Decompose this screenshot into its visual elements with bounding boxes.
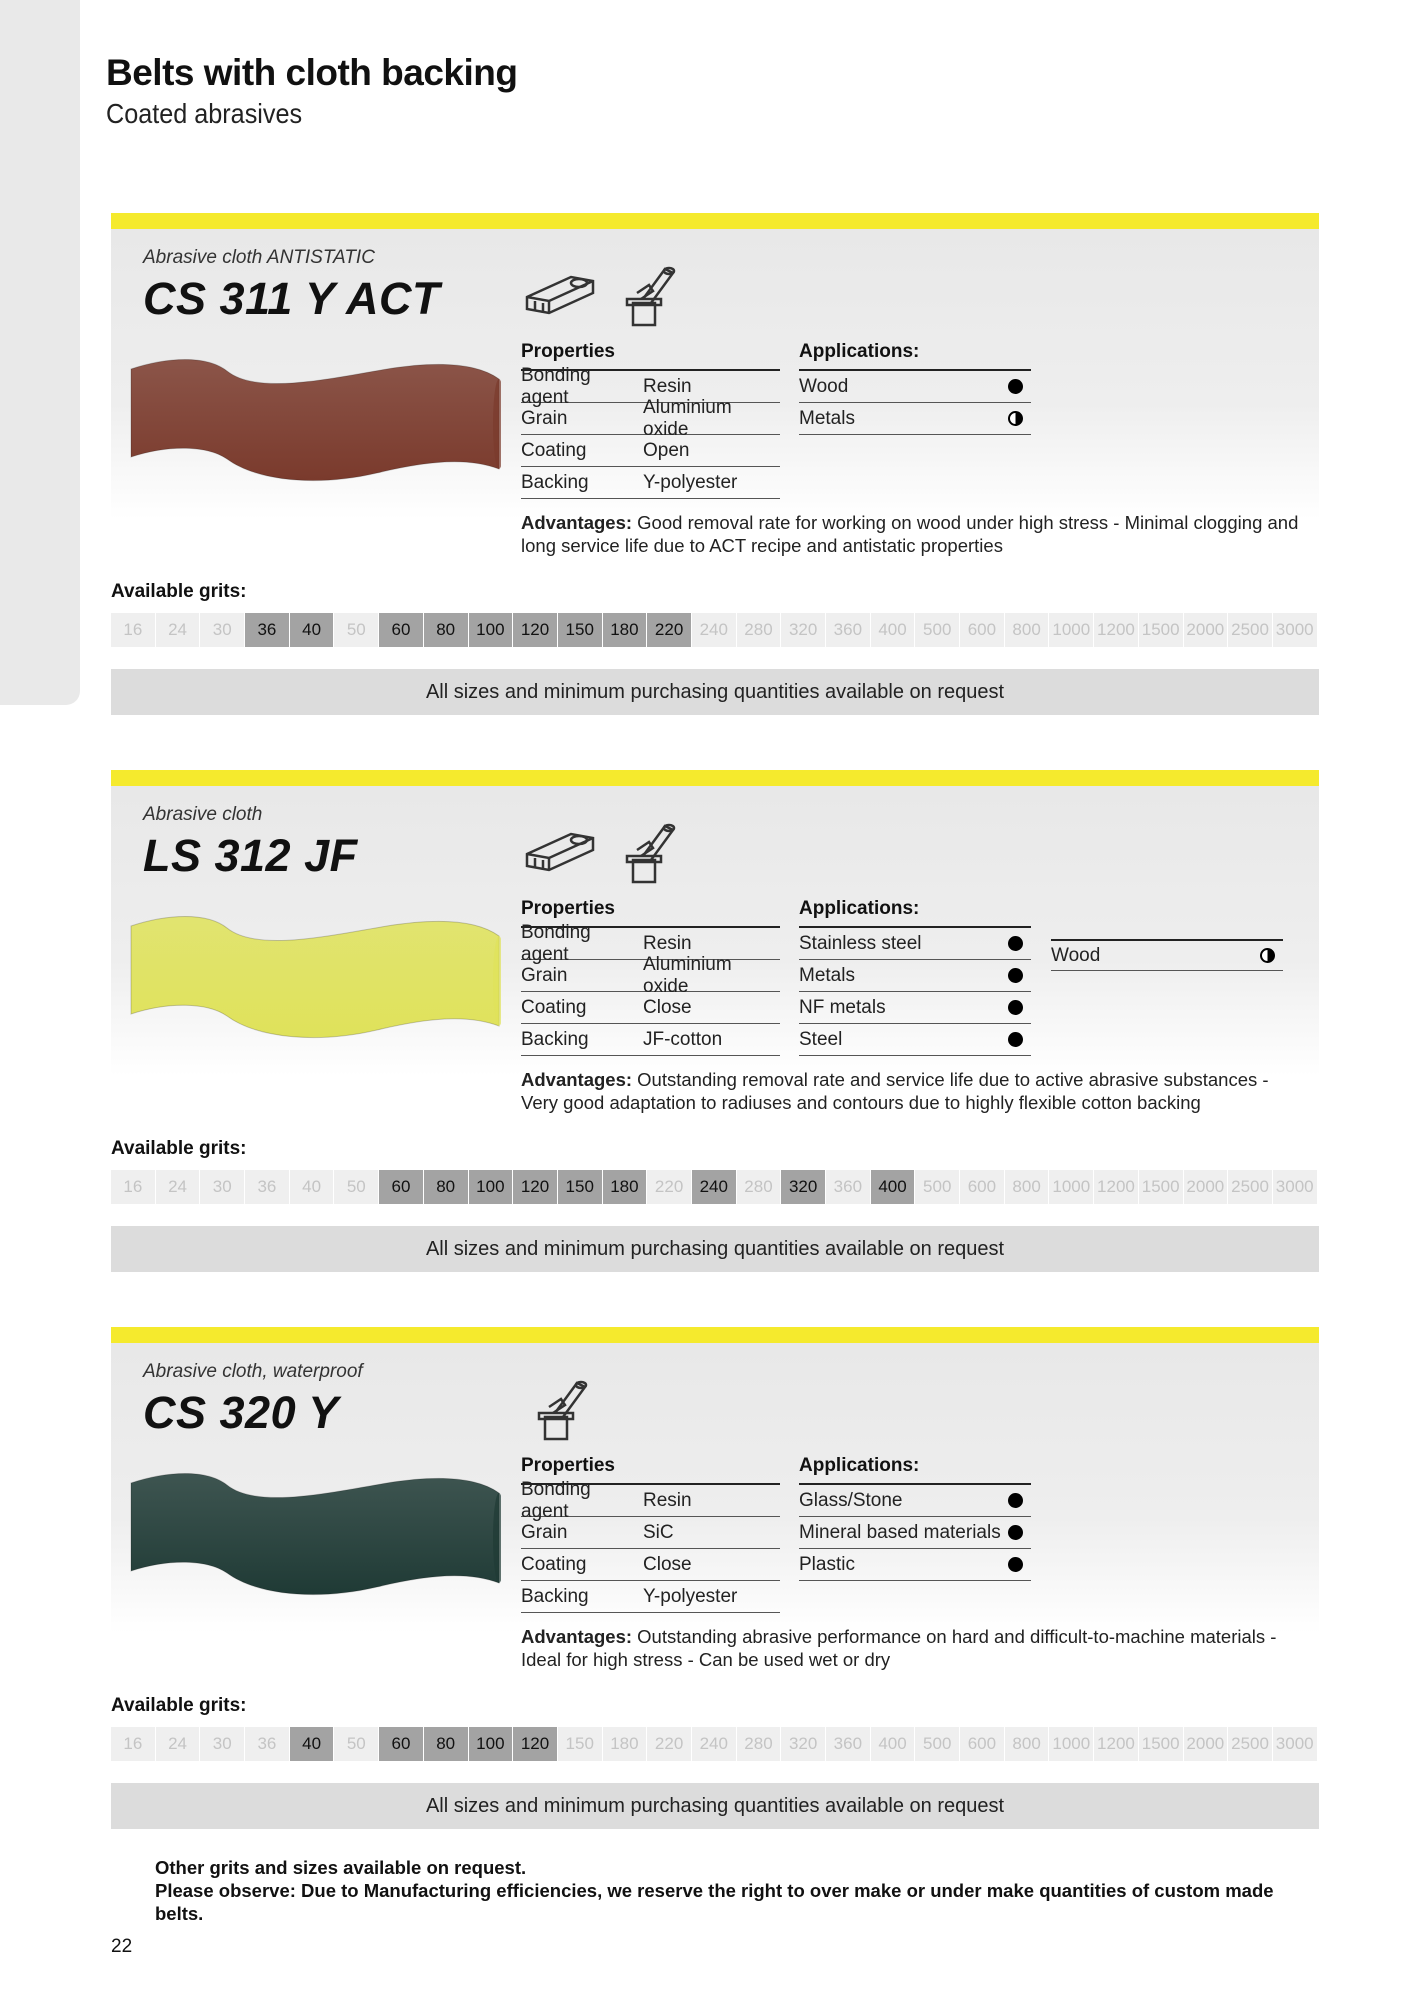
grit-cell: 40	[290, 1170, 335, 1204]
product-type: Abrasive cloth ANTISTATIC	[143, 247, 375, 268]
property-row	[521, 435, 780, 467]
advantages-text	[521, 1068, 1301, 1114]
sizes-note: All sizes and minimum purchasing quantities available on request	[111, 1226, 1319, 1272]
grit-cell: 150	[558, 613, 603, 647]
full-circle-icon	[1008, 1000, 1023, 1015]
stationary-grinder-icon	[609, 820, 687, 886]
grit-cell: 1500	[1139, 1727, 1184, 1761]
grit-cell: 100	[469, 613, 514, 647]
grit-cell: 240	[692, 1170, 737, 1204]
available-grits-label: Available grits:	[111, 581, 247, 602]
advantages-label: Advantages:	[521, 1626, 638, 1647]
applications-heading: Applications:	[799, 341, 1031, 371]
belt-image	[127, 349, 501, 489]
grit-cell: 360	[826, 1727, 871, 1761]
grit-cell: 16	[111, 1727, 156, 1761]
grit-cell: 220	[647, 1170, 692, 1204]
properties-table	[521, 898, 780, 1056]
grit-cell: 30	[200, 1170, 245, 1204]
property-row	[521, 1024, 780, 1056]
product-section	[111, 770, 1319, 1076]
grit-cell: 30	[200, 1727, 245, 1761]
applications-table	[799, 898, 1031, 1056]
grit-cell: 240	[692, 1727, 737, 1761]
sizes-note: All sizes and minimum purchasing quantities available on request	[111, 1783, 1319, 1829]
grit-cell: 50	[334, 613, 379, 647]
belt-sander-icon	[521, 820, 599, 886]
property-value: Aluminium oxide	[643, 953, 732, 997]
grit-cell: 1000	[1049, 1727, 1094, 1761]
application-row	[799, 992, 1031, 1024]
application-row	[799, 1517, 1031, 1549]
grit-cell: 3000	[1273, 1727, 1318, 1761]
grit-cell: 600	[960, 1727, 1005, 1761]
application-name: Wood	[1051, 944, 1101, 966]
grit-cell: 800	[1005, 1727, 1050, 1761]
property-key: Coating	[521, 439, 587, 461]
grit-cell: 320	[781, 613, 826, 647]
application-name: NF metals	[799, 996, 886, 1018]
grit-cell: 50	[334, 1170, 379, 1204]
page-subtitle: Coated abrasives	[106, 98, 303, 129]
application-name: Stainless steel	[799, 932, 922, 954]
grit-cell: 2500	[1228, 1170, 1273, 1204]
grit-cell: 320	[781, 1727, 826, 1761]
tool-icons	[521, 263, 687, 329]
property-row	[521, 396, 780, 440]
grit-cell: 2000	[1184, 613, 1229, 647]
property-key: Bonding agent	[521, 364, 591, 408]
properties-table	[521, 1455, 780, 1613]
grit-cell: 3000	[1273, 613, 1318, 647]
property-value: Resin	[643, 375, 692, 397]
available-grits-label: Available grits:	[111, 1138, 247, 1159]
property-value: JF-cotton	[643, 1028, 723, 1050]
property-key: Backing	[521, 1585, 589, 1607]
grit-cell: 500	[915, 1170, 960, 1204]
full-circle-icon	[1008, 379, 1023, 394]
grit-cell: 400	[871, 1170, 916, 1204]
grit-cell: 150	[558, 1170, 603, 1204]
grit-cell: 220	[647, 1727, 692, 1761]
grit-cell: 40	[290, 1727, 335, 1761]
grit-cell: 100	[469, 1727, 514, 1761]
belt-image	[127, 906, 501, 1046]
sizes-note: All sizes and minimum purchasing quantities available on request	[111, 669, 1319, 715]
grit-cell: 1500	[1139, 613, 1184, 647]
footnote-line-2: Please observe: Due to Manufacturing efficiencies, we reserve the right to over make or under make quantities of custom made belts.	[155, 1880, 1274, 1924]
advantages-text	[521, 1625, 1301, 1671]
product-section	[111, 1327, 1319, 1633]
grit-cell: 220	[647, 613, 692, 647]
advantages-body: Outstanding removal rate and service life due to active abrasive substances - Very good adaptation to radiuses and contours due to highly flexible cotton backing	[521, 1069, 1269, 1113]
properties-heading: Properties	[521, 341, 780, 371]
product-type: Abrasive cloth, waterproof	[143, 1361, 363, 1382]
application-name: Wood	[799, 375, 849, 397]
grit-cell: 500	[915, 613, 960, 647]
advantages-body: Good removal rate for working on wood under high stress - Minimal clogging and long service life due to ACT recipe and antistatic properties	[521, 512, 1299, 556]
product-name: CS 320 Y	[143, 1387, 339, 1438]
property-value: Resin	[643, 1489, 692, 1511]
side-tab	[0, 0, 80, 705]
grit-cell: 280	[737, 613, 782, 647]
property-value: Close	[643, 1553, 692, 1575]
property-value: Open	[643, 439, 690, 461]
grits-row	[111, 1170, 1319, 1204]
grit-cell: 280	[737, 1727, 782, 1761]
grit-cell: 2000	[1184, 1727, 1229, 1761]
accent-bar	[111, 1327, 1319, 1343]
property-row	[521, 1549, 780, 1581]
grit-cell: 600	[960, 613, 1005, 647]
property-value: Resin	[643, 932, 692, 954]
accent-bar	[111, 213, 1319, 229]
property-value: Aluminium oxide	[643, 396, 732, 440]
grit-cell: 36	[245, 1727, 290, 1761]
grit-cell: 120	[513, 1727, 558, 1761]
grit-cell: 24	[156, 613, 201, 647]
product-name: CS 311 Y ACT	[143, 273, 440, 324]
grit-cell: 180	[603, 1170, 648, 1204]
applications-table	[799, 341, 1031, 435]
footnote	[155, 1856, 1285, 1925]
grit-cell: 280	[737, 1170, 782, 1204]
applications-heading: Applications:	[799, 1455, 1031, 1485]
grit-cell: 24	[156, 1170, 201, 1204]
grit-cell: 600	[960, 1170, 1005, 1204]
grit-cell: 320	[781, 1170, 826, 1204]
grit-cell: 50	[334, 1727, 379, 1761]
grit-cell: 1000	[1049, 1170, 1094, 1204]
grit-cell: 400	[871, 1727, 916, 1761]
grit-cell: 1500	[1139, 1170, 1184, 1204]
application-name: Steel	[799, 1028, 843, 1050]
property-value: Close	[643, 996, 692, 1018]
properties-table	[521, 341, 780, 499]
grit-cell: 1000	[1049, 613, 1094, 647]
grit-cell: 16	[111, 1170, 156, 1204]
grit-cell: 360	[826, 1170, 871, 1204]
property-key: Coating	[521, 996, 587, 1018]
property-row	[521, 1517, 780, 1549]
grit-cell: 60	[379, 1727, 424, 1761]
advantages-label: Advantages:	[521, 512, 638, 533]
grit-cell: 60	[379, 613, 424, 647]
application-row	[799, 403, 1031, 435]
full-circle-icon	[1008, 1557, 1023, 1572]
grit-cell: 800	[1005, 1170, 1050, 1204]
grit-cell: 2000	[1184, 1170, 1229, 1204]
grit-cell: 16	[111, 613, 156, 647]
tool-icons	[521, 820, 687, 886]
grit-cell: 36	[245, 1170, 290, 1204]
grit-cell: 120	[513, 1170, 558, 1204]
stationary-grinder-icon	[521, 1377, 599, 1443]
grit-cell: 180	[603, 613, 648, 647]
advantages-text	[521, 511, 1301, 557]
grit-cell: 240	[692, 613, 737, 647]
grit-cell: 1200	[1094, 613, 1139, 647]
accent-bar	[111, 770, 1319, 786]
grit-cell: 100	[469, 1170, 514, 1204]
available-grits-label: Available grits:	[111, 1695, 247, 1716]
grit-cell: 800	[1005, 613, 1050, 647]
applications-table	[799, 1455, 1031, 1581]
belt-sander-icon	[521, 263, 599, 329]
grit-cell: 400	[871, 613, 916, 647]
property-row	[521, 992, 780, 1024]
application-row	[1051, 939, 1283, 971]
product-type: Abrasive cloth	[143, 804, 263, 825]
property-key: Grain	[521, 407, 568, 429]
grit-cell: 30	[200, 613, 245, 647]
application-row	[799, 1024, 1031, 1056]
grit-cell: 24	[156, 1727, 201, 1761]
full-circle-icon	[1008, 1525, 1023, 1540]
application-row	[799, 960, 1031, 992]
stationary-grinder-icon	[609, 263, 687, 329]
product-panel	[111, 1343, 1319, 1633]
properties-heading: Properties	[521, 1455, 780, 1485]
full-circle-icon	[1008, 1032, 1023, 1047]
product-panel	[111, 229, 1319, 519]
page-title: Belts with cloth backing	[106, 52, 518, 93]
grit-cell: 80	[424, 1170, 469, 1204]
tool-icons	[521, 1377, 599, 1443]
grit-cell: 120	[513, 613, 558, 647]
page-number: 22	[111, 1936, 133, 1957]
property-value: Y-polyester	[643, 471, 738, 493]
property-key: Grain	[521, 1521, 568, 1543]
property-key: Backing	[521, 471, 589, 493]
grit-cell: 500	[915, 1727, 960, 1761]
property-row	[521, 1478, 780, 1522]
half-circle-icon	[1008, 411, 1023, 426]
grit-cell: 2500	[1228, 613, 1273, 647]
application-name: Glass/Stone	[799, 1489, 903, 1511]
full-circle-icon	[1008, 1493, 1023, 1508]
advantages-body: Outstanding abrasive performance on hard and difficult-to-machine materials - Ideal for high stress - Can be used wet or dry	[521, 1626, 1277, 1670]
property-value: SiC	[643, 1521, 674, 1543]
belt-image	[127, 1463, 501, 1603]
application-row	[799, 1485, 1031, 1517]
full-circle-icon	[1008, 936, 1023, 951]
property-key: Bonding agent	[521, 1478, 591, 1522]
grit-cell: 180	[603, 1727, 648, 1761]
application-name: Metals	[799, 964, 855, 986]
property-row	[521, 1581, 780, 1613]
grits-row	[111, 613, 1319, 647]
product-section	[111, 213, 1319, 519]
applications-table-extra	[1051, 939, 1283, 971]
property-row	[521, 953, 780, 997]
application-row	[799, 371, 1031, 403]
application-name: Plastic	[799, 1553, 855, 1575]
grit-cell: 150	[558, 1727, 603, 1761]
full-circle-icon	[1008, 968, 1023, 983]
application-name: Mineral based materials	[799, 1521, 1001, 1543]
grit-cell: 3000	[1273, 1170, 1318, 1204]
grit-cell: 2500	[1228, 1727, 1273, 1761]
property-key: Grain	[521, 964, 568, 986]
advantages-label: Advantages:	[521, 1069, 638, 1090]
footnote-line-1: Other grits and sizes available on request.	[155, 1857, 527, 1878]
grit-cell: 40	[290, 613, 335, 647]
half-circle-icon	[1260, 948, 1275, 963]
properties-heading: Properties	[521, 898, 780, 928]
application-row	[799, 928, 1031, 960]
application-row	[799, 1549, 1031, 1581]
property-key: Bonding agent	[521, 921, 591, 965]
property-key: Coating	[521, 1553, 587, 1575]
product-name: LS 312 JF	[143, 830, 358, 881]
grit-cell: 60	[379, 1170, 424, 1204]
application-name: Metals	[799, 407, 855, 429]
grit-cell: 360	[826, 613, 871, 647]
grit-cell: 80	[424, 613, 469, 647]
property-key: Backing	[521, 1028, 589, 1050]
grit-cell: 1200	[1094, 1170, 1139, 1204]
property-value: Y-polyester	[643, 1585, 738, 1607]
property-row	[521, 467, 780, 499]
grit-cell: 80	[424, 1727, 469, 1761]
applications-heading: Applications:	[799, 898, 1031, 928]
grits-row	[111, 1727, 1319, 1761]
grit-cell: 1200	[1094, 1727, 1139, 1761]
product-panel	[111, 786, 1319, 1076]
grit-cell: 36	[245, 613, 290, 647]
